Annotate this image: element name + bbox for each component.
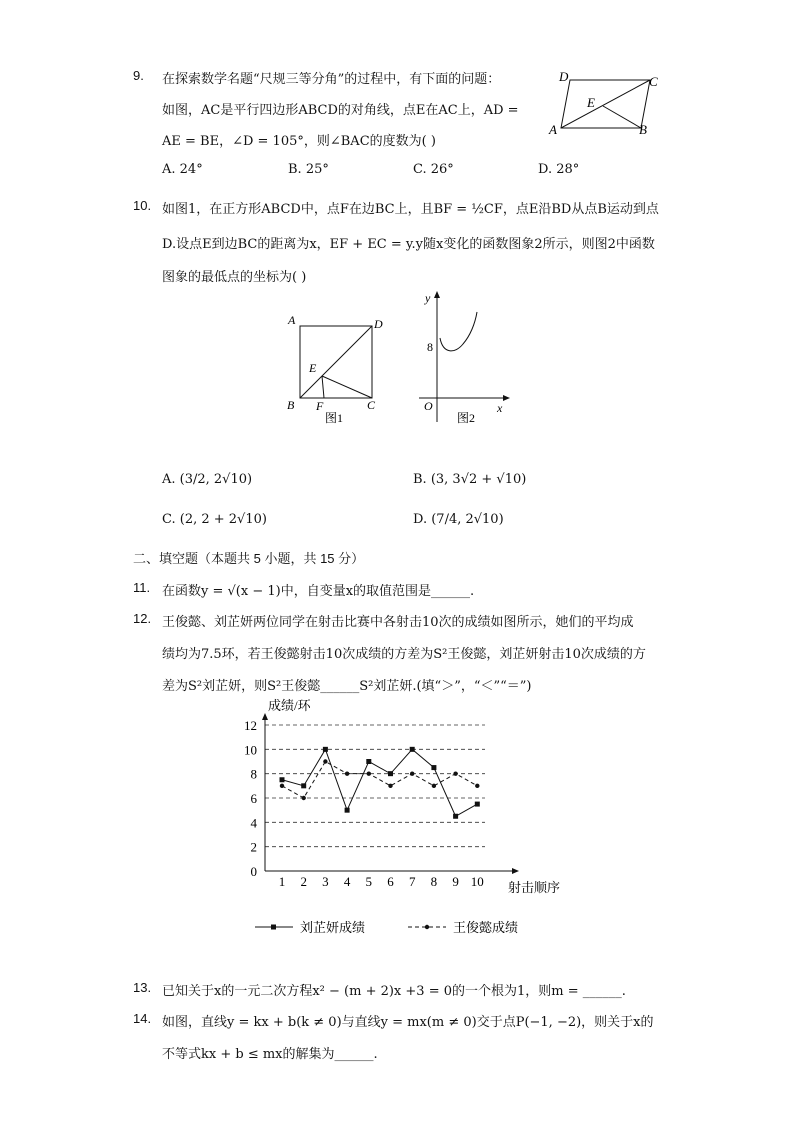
q12-line1: 王俊懿、刘芷妍两位同学在射击比赛中各射击10次的成绩如图所示，她们的平均成	[162, 615, 634, 630]
chart-legend-marker	[271, 925, 276, 930]
q12-line3: 差为S²刘芷妍，则S²王俊懿______S²刘芷妍.(填“＞”，“＜”“＝”)	[162, 679, 532, 694]
q9-label-b: B	[639, 122, 647, 137]
chart-point	[301, 783, 306, 788]
chart-point	[366, 759, 371, 764]
chart-x-tick-label: 1	[278, 874, 286, 889]
chart-point	[280, 784, 284, 788]
fig1-label-d: D	[374, 317, 383, 331]
q10-figure2-graph	[415, 288, 515, 426]
chart-x-tick-label: 5	[365, 874, 373, 889]
chart-y-axis-label: 成绩/环	[268, 698, 311, 713]
q9-label-a: A	[549, 122, 557, 137]
chart-legend-label: 刘芷妍成绩	[300, 920, 366, 935]
chart-x-tick-label: 2	[300, 874, 307, 889]
chart-point	[453, 771, 457, 775]
chart-point	[388, 784, 392, 788]
chart-x-tick-label: 9	[452, 874, 459, 889]
chart-x-axis-label: 射击顺序	[508, 880, 561, 895]
chart-y-tick-label: 2	[250, 839, 257, 855]
q10-option-b: B. (3, 3√2 + √10)	[413, 472, 527, 487]
chart-x-tick-label: 4	[343, 874, 351, 889]
chart-point	[410, 747, 415, 752]
chart-y-tick-label: 8	[250, 766, 257, 782]
q9-option-a: A. 24°	[162, 162, 203, 177]
q9-line2: 如图，AC是平行四边形ABCD的对角线，点E在AC上，AD =	[162, 103, 519, 118]
chart-x-tick-label: 8	[430, 874, 438, 889]
chart-point	[345, 771, 349, 775]
fig2-label-8: 8	[427, 340, 433, 354]
q13-number: 13.	[133, 980, 152, 995]
chart-y-tick-label: 6	[250, 791, 257, 806]
chart-legend	[255, 920, 518, 935]
chart-y-tick-label: 12	[244, 718, 257, 733]
chart-point	[302, 796, 306, 800]
chart-y-axis-arrow	[262, 713, 268, 720]
chart-point	[431, 765, 436, 770]
q14-number: 14.	[133, 1011, 152, 1026]
chart-legend-label: 王俊懿成绩	[453, 920, 519, 935]
fig1-label-e: E	[309, 361, 317, 375]
q12-number: 12.	[133, 611, 152, 626]
q12-score-line-chart	[230, 695, 570, 945]
fig1-label-c: C	[367, 398, 376, 412]
q10-option-a: A. (3/2, 2√10)	[162, 472, 253, 487]
chart-y-tick-label: 0	[250, 864, 257, 879]
fig2-caption: 图2	[457, 411, 476, 425]
chart-point	[475, 802, 480, 807]
q12-line2: 绩均为7.5环，若王俊懿射击10次成绩的方差为S²王俊懿，刘芷妍射击10次成绩的方	[162, 647, 646, 662]
chart-point	[453, 814, 458, 819]
fig2-label-o: O	[424, 399, 433, 413]
chart-point	[345, 808, 350, 813]
chart-point	[367, 771, 371, 775]
chart-x-tick-label: 10	[470, 874, 484, 889]
q9-option-c: C. 26°	[413, 162, 454, 177]
fig1-caption: 图1	[325, 411, 344, 425]
fig1-label-f: F	[316, 399, 324, 413]
q10-number: 10.	[133, 198, 152, 213]
chart-point	[323, 747, 328, 752]
q10-option-d: D. (7/4, 2√10)	[413, 512, 504, 527]
q11-text: 在函数y = √(x − 1)中，自变量x的取值范围是______.	[162, 584, 475, 599]
chart-point	[388, 771, 393, 776]
q14-line1: 如图，直线y = kx + b(k ≠ 0)与直线y = mx(m ≠ 0)交于点P(−1, −2)，则关于x的	[162, 1015, 654, 1030]
q9-label-e: E	[587, 95, 595, 110]
q14-line2: 不等式kx + b ≤ mx的解集为______.	[162, 1047, 378, 1062]
fig1-label-b: B	[287, 398, 295, 412]
q9-label-d: D	[559, 69, 569, 84]
chart-y-tick-label: 10	[244, 742, 257, 758]
chart-point	[475, 784, 479, 788]
q13-text: 已知关于x的一元二次方程x² − (m + 2)x +3 = 0的一个根为1，则m = ______.	[162, 984, 626, 999]
chart-x-tick-label: 6	[387, 874, 394, 889]
q10-option-c: C. (2, 2 + 2√10)	[162, 512, 267, 527]
chart-point	[323, 759, 327, 763]
section-heading-fill-in: 二、填空题（本题共 5 小题，共 15 分）	[133, 551, 365, 566]
q9-parallelogram-figure	[545, 68, 665, 140]
q9-number: 9.	[133, 68, 144, 83]
chart-point	[410, 771, 414, 775]
fig2-label-x: x	[497, 401, 503, 415]
chart-point	[432, 784, 436, 788]
q10-figure1-square	[282, 308, 392, 426]
chart-point	[280, 777, 285, 782]
q10-line2: D.设点E到边BC的距离为x，EF + EC = y.y随x变化的函数图象2所示，则图2中函数	[162, 237, 655, 252]
chart-x-tick-label: 3	[322, 874, 329, 889]
fig2-label-y: y	[425, 291, 431, 305]
chart-x-axis-arrow	[512, 868, 519, 874]
chart-x-tick-label: 7	[408, 874, 416, 889]
q11-number: 11.	[133, 580, 151, 595]
q10-line1: 如图1，在正方形ABCD中，点F在边BC上，且BF = ½CF，点E沿BD从点B运动到点	[162, 202, 659, 217]
fig1-label-a: A	[288, 313, 296, 327]
chart-y-tick-label: 4	[250, 815, 257, 831]
q9-label-c: C	[649, 74, 658, 89]
chart-legend-marker	[425, 925, 429, 929]
q9-option-d: D. 28°	[538, 162, 580, 177]
q9-line1: 在探索数学名题“尺规三等分角”的过程中，有下面的问题：	[162, 72, 501, 87]
chart-series-line	[282, 762, 477, 799]
q9-option-b: B. 25°	[288, 162, 329, 177]
chart-series-line	[282, 749, 477, 816]
q9-line3: AE = BE，∠D = 105°，则∠BAC的度数为( )	[162, 134, 436, 149]
q10-line3: 图象的最低点的坐标为( )	[162, 270, 307, 285]
